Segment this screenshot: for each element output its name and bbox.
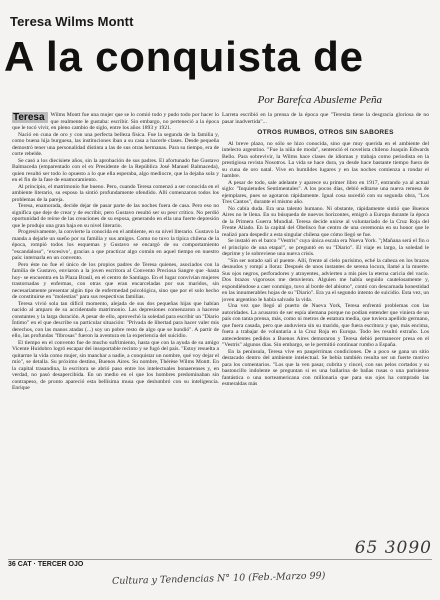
handwritten-reference-number: 65 3090 — [354, 538, 432, 558]
right-intro-paragraph: Larreta escribió en la prensa de la época que "Teresita tiene la desgracia gloriosa de no pasar inadvertida"... — [222, 112, 429, 125]
right-text-column — [222, 112, 429, 558]
right-paragraph: Al breve plazo, no sólo se hizo conocida, sino que muy querida en el ambiente del intelecto argentino. "Fue la niña de moda", sentenció el novelista chileno Joaquín Edwards Bello. Para sobrevivir, la Wilms hace clases de idiomas y trabaja como periodista en la prestigiosa revista Nosotros. La vida se hace dura, ya desde hace bastante tiempo fuera de su cuna de oro natal. Vive en humildes lugares y en las noches comienza a rondar el hambre. — [222, 140, 429, 179]
left-paragraph: Al principio, el matrimonio fue bueno. Pero, cuando Teresa comenzó a ser conocida en el ambiente literario, su esposo la sintió profundamente ofendido. Allí comenzaron todos los problemas de la pareja. — [12, 183, 219, 203]
right-paragraph: Se instaló en el barco "Vestris" cuya única escala era Nueva York. "¡Mañana será el fin o el principio de una etapa!", se preguntó en su "Diario". El viaje es largo, la soledad le deprime y le sobreviene una nueva crisis. — [222, 238, 429, 257]
left-paragraph: El tiempo en el convento fue de mucho sufrimiento, hasta que con la ayuda de su amigo Vicente Huidobro logró escapar del insoportable recinto y se fugó del país. "Estoy resuelta a quitarme la vida como mujer, sin manchar a nadie, a conquistar un nombre, qué voy dejar el mío", se detalla. Su próximo destino, Buenos Aires. Su nombre, Thérèse Wilms Montt. En la capital trasandina, la escritora se abrió paso entre los intelectuales bonaerenses y, en verdad, no pasó desapercibida. En un medio en el que los hombres predominaban sin contrapeso, de pronto apareció esta bellísima musa que deslumbró con su inteligencia. Enrique — [12, 339, 219, 391]
article-kicker: Teresa Wilms Montt — [10, 14, 134, 29]
right-paragraph: No cabía duda. Era una talento humano. Ni obstante, rápidamente sintió que Buenos Aires no le llena. En su búsqueda de nuevos horizontes, emigró a Europa durante la época de la Primera Guerra Mundial. Teresa decide unirse al voluntariado de la Cruz Roja del Frente Aliado. En la capital del Obelisco fue centro de una ceremonia en su honor que le realizó para despedir a esta singular chilena que cómo llegó se fue. — [222, 205, 429, 238]
right-paragraph: Una vez que llegó al puerto de Nueva York, Teresa enfrentó problemas con las autoridades. La acusaron de ser espía alemana porque no podían entender que viniera de un país con tanta prensa, más, como ni metros de estatura media, que tuviera apellido germano, que fuera casada, pero que anduviera sin su marido, que fuera escritora y que, más encima, fuera a trabajar de voluntaria a la Cruz Roja en Europa. Todo les resultó extraño. Los antecedentes pedidos a Buenos Aires demoraron y Teresa debió permanecer presa en el "Vestris" algunos días. Sin embargo, se le permitió continuar rumbo a España. — [222, 303, 429, 348]
left-paragraph: Nació en cuna de oro y con una perfecta belleza física. Fue la segunda de la familia y, como buena hija burguesa, las instituciones iban a su casa a hacerle clases. Desde pequeña demostró tener una personalidad distinta a las de sus otras hermanas. Para su tiempo, era de corte rebelde. — [12, 131, 219, 157]
left-paragraph: Se casó a los diecisiete años, sin la aprobación de sus padres. El afortunado fue Gustavo Balmaceda (emparentado con el ex Presidente de la República José Manuel Balmaceda), quien resultó ser todo lo opuesto a lo que ella esperaba, algo mediocre, que la dejaba sola y en el fin de la fase de enamoramiento. — [12, 157, 219, 183]
handwritten-source-note: Cultura y Tendencias N° 10 (Feb.-Marzo 99) — [111, 570, 326, 587]
drop-name: Teresa — [12, 112, 48, 123]
article-headline: A la conquista de — [4, 33, 364, 80]
left-paragraph: Progresivamente, la convierte la conocida en el ambiente, en su nivel literario. Gustavo la manda a dejarle un sueño por su familia y sus amigos. Como no tuvo la típica chilena de la época, rompió todos los esquemas y Gustavo se encargó de su comportamiento "escandaloso", ‘excesivo’, gracias a que practicar algo común en aquel tiempo en nuestro país: internarla en un convento. — [12, 229, 219, 261]
page-footer — [8, 559, 432, 568]
left-text-column — [12, 112, 219, 558]
right-paragraph: A pesar de todo, sale adelante y aparece su primer libro en 1917, entrando ya al actual siglo: "Inquietudes Sentimentales". A los pocos días, debió editarse una nueva remesa de ejemplares, pues se agotaron rápidamente. Igual cosa sucedió con su segunda obra, "Los Tres Cantos", durante el mismo año. — [222, 179, 429, 205]
left-paragraph: Pero éste no fue el único de los propios padres de Teresa quienes, asociados con la familia de Gustavo, enviaron a la joven escritora al Convento Preciosa Sangre que -hasta hoy- se encuentra en la Plaza Brasil, en el centro de Santiago. En el lugar convivían mujeres trastornadas y enfermas, con otras que eran encarceladas por sus maridos, sin necesariamente presentar algún tipo de enfermedad psicológica, sino que por el solo hecho de constituirse en "molestias" para sus respectivas familias. — [12, 261, 219, 300]
left-paragraph-0: Wilms Montt fue una mujer que se lo comió todo y pudo todo por hacer lo que realmente le gustaba: escribir. Sin embargo, no perteneció a la época que le tocó vivir, en pleno cambio de siglo, entre los años 1893 y 1921. — [12, 112, 219, 131]
right-paragraph: En la península, Teresa vive en paupérrimas condiciones. De a poco se gana un sitio destacado dentro del ambiente intelectual. Se bebía también resulta ser un fuerte motivo para los comentarios. "Los que la ven pasar, cubrita y cincel, con sus pelos cortados y su bastoncillo indolente se preguntan si es una bailarina de bañas rusas o una parisiense fantástica o una norteamericana con millonaria que para sus ojos ha comprado las esmeraldas más — [222, 348, 429, 387]
left-paragraph: Teresa vivió sola tan difícil momento, alejada de sus dos pequeñas hijas que habían nacido al amparo de su accidentado matrimonio. Las depresiones comenzaron a hacerse constantes y la larga duración. A pesar de ello, aprovechó la soledad para escribir un "Diario Íntimo" en el que describe su particular situación: "Privada de libertad para hacer valer mis derechos, con las manos atadas (...) soy un pobre resto de algo que se hundió". A partir de ello, las profundas "fibrosas" fueron la aventura en la experiencia del suicidio. — [12, 300, 219, 339]
article-byline: Por Barefca Abusleme Peña — [257, 94, 382, 106]
section-heading: OTROS RUMBOS, OTROS SIN SABORES — [257, 129, 394, 136]
right-paragraph: "Sin ser notado salí al puente. Allí, frente al cielo purísimo, eché la cabeza en los brazos desnudos y rompí a llorar. Después de unos instantes de serena locura, llamé a la muerte. Sus ojos negros, perforadores y atrayentes, advierten a mis pies la eterna caricia del vacío. Dos brazos vigorosos me detuvieron. Alguien me había seguido cautelosamente y, expondiéndose a caer conmigo, tuvo al borde del abismo", contó con descarnada honestidad en las innumerables hojas de su "Diario". Era ya el segundo intento de suicidio. Esta vez, un joven argentino le había salvado la vida. — [222, 257, 429, 303]
left-paragraph: Teresa, enamorada, decide dejar de pasar parte de las noches fuera de casa. Pero eso no significa que deje de crear y de escribir, pero Gustavo resultó ser su peor crítico. No perdió oportunidad de reírse de las creaciones de su esposa, generando en ella una fuerte depresión que le produjo una gran baja en su nivel literario. — [12, 203, 219, 229]
footer-label: 36 CAT · TERCER OJO — [8, 561, 84, 568]
